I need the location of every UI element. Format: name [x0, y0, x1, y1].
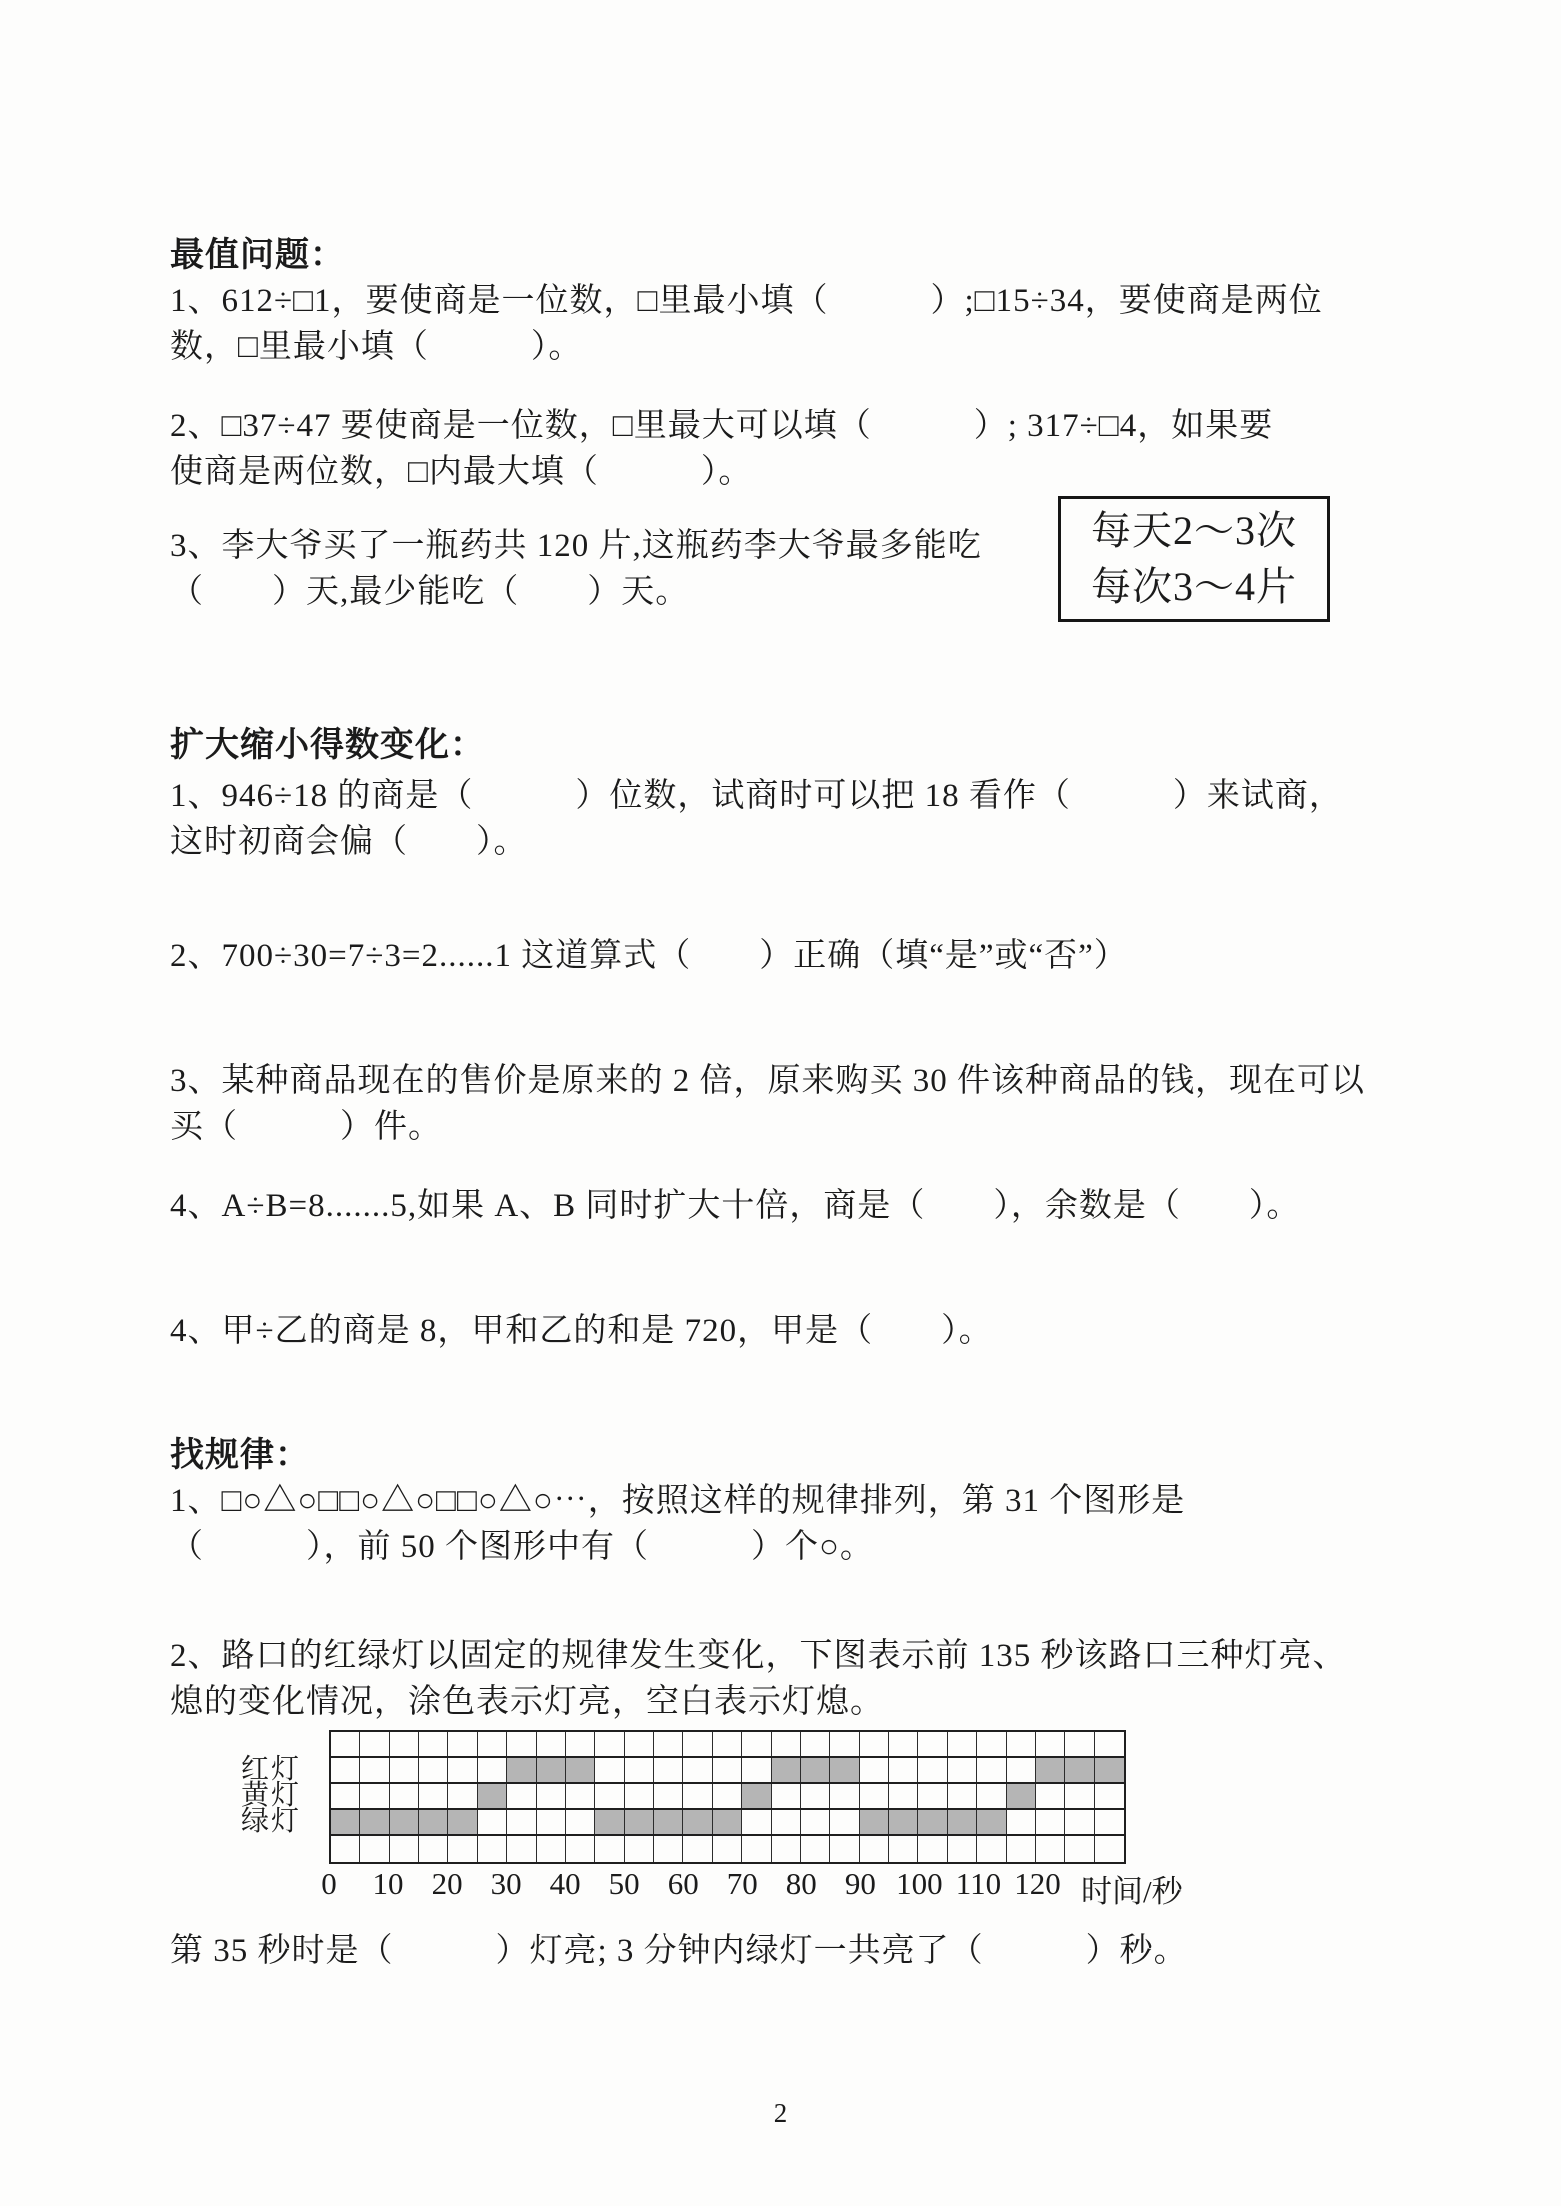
- light-grid-cell: [918, 1836, 947, 1862]
- light-grid-cell: [1036, 1784, 1065, 1808]
- light-grid-cell: [830, 1784, 859, 1808]
- light-grid-cell: [595, 1732, 624, 1756]
- page-number: 2: [773, 2098, 788, 2128]
- question-line: 2、700÷30=7÷3=2......1 这道算式（ ）正确（填“是”或“否”）: [170, 938, 1128, 974]
- light-grid-cell: [683, 1732, 712, 1756]
- light-grid-cell: [1036, 1810, 1065, 1834]
- light-grid-cell: [537, 1758, 566, 1782]
- light-grid-cell: [537, 1732, 566, 1756]
- light-grid-row: [331, 1810, 1124, 1836]
- light-grid-cell: [860, 1758, 889, 1782]
- light-grid-cell: [742, 1836, 771, 1862]
- light-grid-cell: [860, 1810, 889, 1834]
- light-grid-cell: [977, 1732, 1006, 1756]
- light-grid-cell: [918, 1732, 947, 1756]
- light-grid-cell: [713, 1836, 742, 1862]
- light-grid-cell: [390, 1836, 419, 1862]
- light-grid-cell: [713, 1810, 742, 1834]
- light-grid-cell: [1095, 1836, 1124, 1862]
- light-grid-cell: [478, 1784, 507, 1808]
- light-grid-cell: [860, 1784, 889, 1808]
- light-grid-cell: [566, 1758, 595, 1782]
- light-grid-cell: [625, 1758, 654, 1782]
- light-grid-cell: [360, 1810, 389, 1834]
- light-grid-cell: [566, 1784, 595, 1808]
- light-grid-cell: [830, 1732, 859, 1756]
- time-axis-tick: 10: [372, 1866, 404, 1901]
- question-line: 3、某种商品现在的售价是原来的 2 倍，原来购买 30 件该种商品的钱，现在可以: [170, 1063, 1365, 1099]
- light-grid-cell: [654, 1784, 683, 1808]
- light-grid-cell: [507, 1732, 536, 1756]
- light-grid: [329, 1730, 1126, 1864]
- light-grid-cell: [801, 1810, 830, 1834]
- time-axis-tick: 100: [896, 1866, 943, 1901]
- light-grid-cell: [331, 1732, 360, 1756]
- light-grid-row: [331, 1784, 1124, 1810]
- light-grid-cell: [390, 1732, 419, 1756]
- light-grid-cell: [1095, 1732, 1124, 1756]
- light-grid-cell: [507, 1836, 536, 1862]
- light-grid-cell: [360, 1784, 389, 1808]
- light-grid-cell: [478, 1810, 507, 1834]
- light-grid-cell: [683, 1836, 712, 1862]
- medicine-dosage-box: [1058, 496, 1330, 622]
- light-grid-cell: [1007, 1784, 1036, 1808]
- light-grid-cell: [595, 1810, 624, 1834]
- light-grid-cell: [478, 1732, 507, 1756]
- light-grid-cell: [537, 1836, 566, 1862]
- light-grid-cell: [977, 1836, 1006, 1862]
- light-grid-cell: [654, 1758, 683, 1782]
- time-axis-tick: 50: [608, 1866, 640, 1901]
- light-grid-cell: [1036, 1732, 1065, 1756]
- dosage-line: 每天2～3次: [1091, 508, 1297, 553]
- light-grid-cell: [654, 1732, 683, 1756]
- light-grid-cell: [1095, 1810, 1124, 1834]
- light-grid-cell: [625, 1810, 654, 1834]
- light-grid-cell: [390, 1784, 419, 1808]
- light-grid-cell: [1065, 1810, 1094, 1834]
- question-line: 第 35 秒时是（ ）灯亮; 3 分钟内绿灯一共亮了（ ）秒。: [170, 1933, 1188, 1969]
- light-grid-cell: [625, 1836, 654, 1862]
- light-grid-cell: [419, 1784, 448, 1808]
- light-grid-cell: [595, 1758, 624, 1782]
- light-grid-cell: [331, 1836, 360, 1862]
- light-grid-row: [331, 1758, 1124, 1784]
- question-line: （ ），前 50 个图形中有（ ）个○。: [170, 1529, 874, 1565]
- question-line: 1、612÷□1，要使商是一位数，□里最小填（ ）;□15÷34，要使商是两位: [170, 283, 1323, 319]
- light-grid-cell: [1007, 1758, 1036, 1782]
- light-grid-cell: [419, 1732, 448, 1756]
- light-grid-cell: [860, 1732, 889, 1756]
- time-axis-tick: 80: [785, 1866, 817, 1901]
- light-grid-cell: [977, 1784, 1006, 1808]
- light-grid-cell: [830, 1758, 859, 1782]
- time-axis-tick: 60: [667, 1866, 699, 1901]
- question-line: 2、路口的红绿灯以固定的规律发生变化，下图表示前 135 秒该路口三种灯亮、: [170, 1638, 1347, 1674]
- light-grid-cell: [654, 1836, 683, 1862]
- light-grid-row: [331, 1836, 1124, 1862]
- time-axis-tick: 40: [549, 1866, 581, 1901]
- light-grid-cell: [1095, 1784, 1124, 1808]
- light-grid-cell: [683, 1758, 712, 1782]
- light-grid-cell: [390, 1758, 419, 1782]
- light-grid-cell: [595, 1784, 624, 1808]
- question-line: 1、□○△○□□○△○□□○△○⋯，按照这样的规律排列，第 31 个图形是: [170, 1483, 1186, 1519]
- light-grid-cell: [448, 1758, 477, 1782]
- question-line: 使商是两位数，□内最大填（ ）。: [170, 454, 753, 490]
- light-grid-cell: [1007, 1836, 1036, 1862]
- light-grid-cell: [948, 1810, 977, 1834]
- time-axis-tick: 0: [321, 1866, 337, 1901]
- light-grid-cell: [331, 1810, 360, 1834]
- light-grid-cell: [419, 1758, 448, 1782]
- question-line: 这时初商会偏（ ）。: [170, 824, 528, 860]
- question-line: 4、A÷B=8.......5,如果 A、B 同时扩大十倍，商是（ ），余数是（ ）。: [170, 1188, 1301, 1224]
- question-line: 买（ ）件。: [170, 1109, 442, 1145]
- light-grid-cell: [537, 1784, 566, 1808]
- light-grid-cell: [801, 1836, 830, 1862]
- light-grid-cell: [801, 1784, 830, 1808]
- light-grid-cell: [390, 1810, 419, 1834]
- time-axis-tick: 120: [1014, 1866, 1061, 1901]
- light-grid-cell: [654, 1810, 683, 1834]
- light-grid-cell: [918, 1758, 947, 1782]
- light-grid-cell: [1065, 1732, 1094, 1756]
- light-grid-cell: [683, 1784, 712, 1808]
- time-axis-tick: 70: [726, 1866, 758, 1901]
- question-line: 熄的变化情况，涂色表示灯亮，空白表示灯熄。: [170, 1684, 884, 1720]
- light-grid-cell: [331, 1784, 360, 1808]
- time-axis-tick: 110: [955, 1866, 1002, 1901]
- light-grid-cell: [1095, 1758, 1124, 1782]
- light-grid-cell: [448, 1732, 477, 1756]
- light-grid-cell: [742, 1732, 771, 1756]
- question-line: 1、946÷18 的商是（ ）位数，试商时可以把 18 看作（ ）来试商，: [170, 778, 1343, 814]
- light-grid-cell: [948, 1758, 977, 1782]
- light-grid-cell: [625, 1784, 654, 1808]
- light-grid-cell: [507, 1810, 536, 1834]
- light-grid-cell: [889, 1784, 918, 1808]
- light-grid-cell: [566, 1836, 595, 1862]
- light-grid-cell: [360, 1836, 389, 1862]
- light-grid-cell: [360, 1758, 389, 1782]
- light-grid-cell: [419, 1810, 448, 1834]
- light-grid-cell: [419, 1836, 448, 1862]
- light-grid-cell: [772, 1758, 801, 1782]
- light-grid-cell: [918, 1810, 947, 1834]
- light-grid-cell: [889, 1758, 918, 1782]
- time-axis-tick: 90: [844, 1866, 876, 1901]
- light-grid-cell: [948, 1784, 977, 1808]
- section-title-max-min: 最值问题：: [170, 237, 345, 274]
- light-grid-cell: [478, 1758, 507, 1782]
- light-grid-cell: [889, 1836, 918, 1862]
- question-line: 4、甲÷乙的商是 8，甲和乙的和是 720，甲是（ ）。: [170, 1313, 993, 1349]
- light-grid-cell: [1065, 1758, 1094, 1782]
- light-row-label: 黄灯: [241, 1780, 302, 1811]
- light-grid-cell: [478, 1836, 507, 1862]
- time-axis: [321, 1866, 1209, 1910]
- light-grid-cell: [801, 1732, 830, 1756]
- light-grid-cell: [948, 1732, 977, 1756]
- light-grid-cell: [1036, 1758, 1065, 1782]
- section-title-find-pattern: 找规律：: [170, 1437, 310, 1474]
- time-axis-tick: 20: [431, 1866, 463, 1901]
- dosage-line: 每次3～4片: [1091, 564, 1297, 609]
- light-grid-cell: [801, 1758, 830, 1782]
- light-grid-cell: [713, 1784, 742, 1808]
- light-grid-cell: [772, 1732, 801, 1756]
- light-grid-cell: [566, 1810, 595, 1834]
- light-grid-cell: [772, 1810, 801, 1834]
- light-row-label: 红灯: [241, 1754, 302, 1785]
- light-grid-cell: [1007, 1810, 1036, 1834]
- light-grid-cell: [625, 1732, 654, 1756]
- light-grid-cell: [830, 1836, 859, 1862]
- light-grid-cell: [889, 1732, 918, 1756]
- light-grid-cell: [360, 1732, 389, 1756]
- light-grid-row: [331, 1732, 1124, 1758]
- traffic-light-chart: [241, 1730, 1126, 1864]
- light-grid-cell: [860, 1836, 889, 1862]
- light-grid-cell: [977, 1758, 1006, 1782]
- light-grid-cell: [537, 1810, 566, 1834]
- light-grid-cell: [713, 1732, 742, 1756]
- light-grid-cell: [742, 1784, 771, 1808]
- light-grid-cell: [977, 1810, 1006, 1834]
- light-grid-cell: [772, 1784, 801, 1808]
- light-grid-cell: [742, 1758, 771, 1782]
- time-axis-unit: 时间/秒: [1081, 1874, 1183, 1909]
- light-grid-cell: [918, 1784, 947, 1808]
- light-grid-cell: [331, 1758, 360, 1782]
- light-grid-cell: [448, 1836, 477, 1862]
- section-title-scale-change: 扩大缩小得数变化：: [170, 727, 485, 764]
- light-grid-cell: [1065, 1784, 1094, 1808]
- light-grid-cell: [566, 1732, 595, 1756]
- light-grid-cell: [742, 1810, 771, 1834]
- light-grid-cell: [683, 1810, 712, 1834]
- light-grid-cell: [772, 1836, 801, 1862]
- question-line: 3、李大爷买了一瓶药共 120 片,这瓶药李大爷最多能吃: [170, 528, 982, 564]
- question-line: （ ）天,最少能吃（ ）天。: [170, 574, 690, 610]
- light-grid-cell: [507, 1758, 536, 1782]
- time-axis-tick: 30: [490, 1866, 522, 1901]
- light-grid-cell: [948, 1836, 977, 1862]
- light-grid-cell: [595, 1836, 624, 1862]
- light-grid-cell: [1065, 1836, 1094, 1862]
- question-line: 2、□37÷47 要使商是一位数，□里最大可以填（ ）; 317÷□4，如果要: [170, 408, 1274, 444]
- light-grid-cell: [1007, 1732, 1036, 1756]
- light-grid-cell: [889, 1810, 918, 1834]
- question-line: 数，□里最小填（ ）。: [170, 329, 583, 365]
- light-grid-cell: [713, 1758, 742, 1782]
- light-grid-cell: [507, 1784, 536, 1808]
- light-grid-cell: [448, 1784, 477, 1808]
- light-grid-cell: [830, 1810, 859, 1834]
- light-grid-cell: [448, 1810, 477, 1834]
- light-grid-cell: [1036, 1836, 1065, 1862]
- light-row-label: 绿灯: [241, 1806, 302, 1837]
